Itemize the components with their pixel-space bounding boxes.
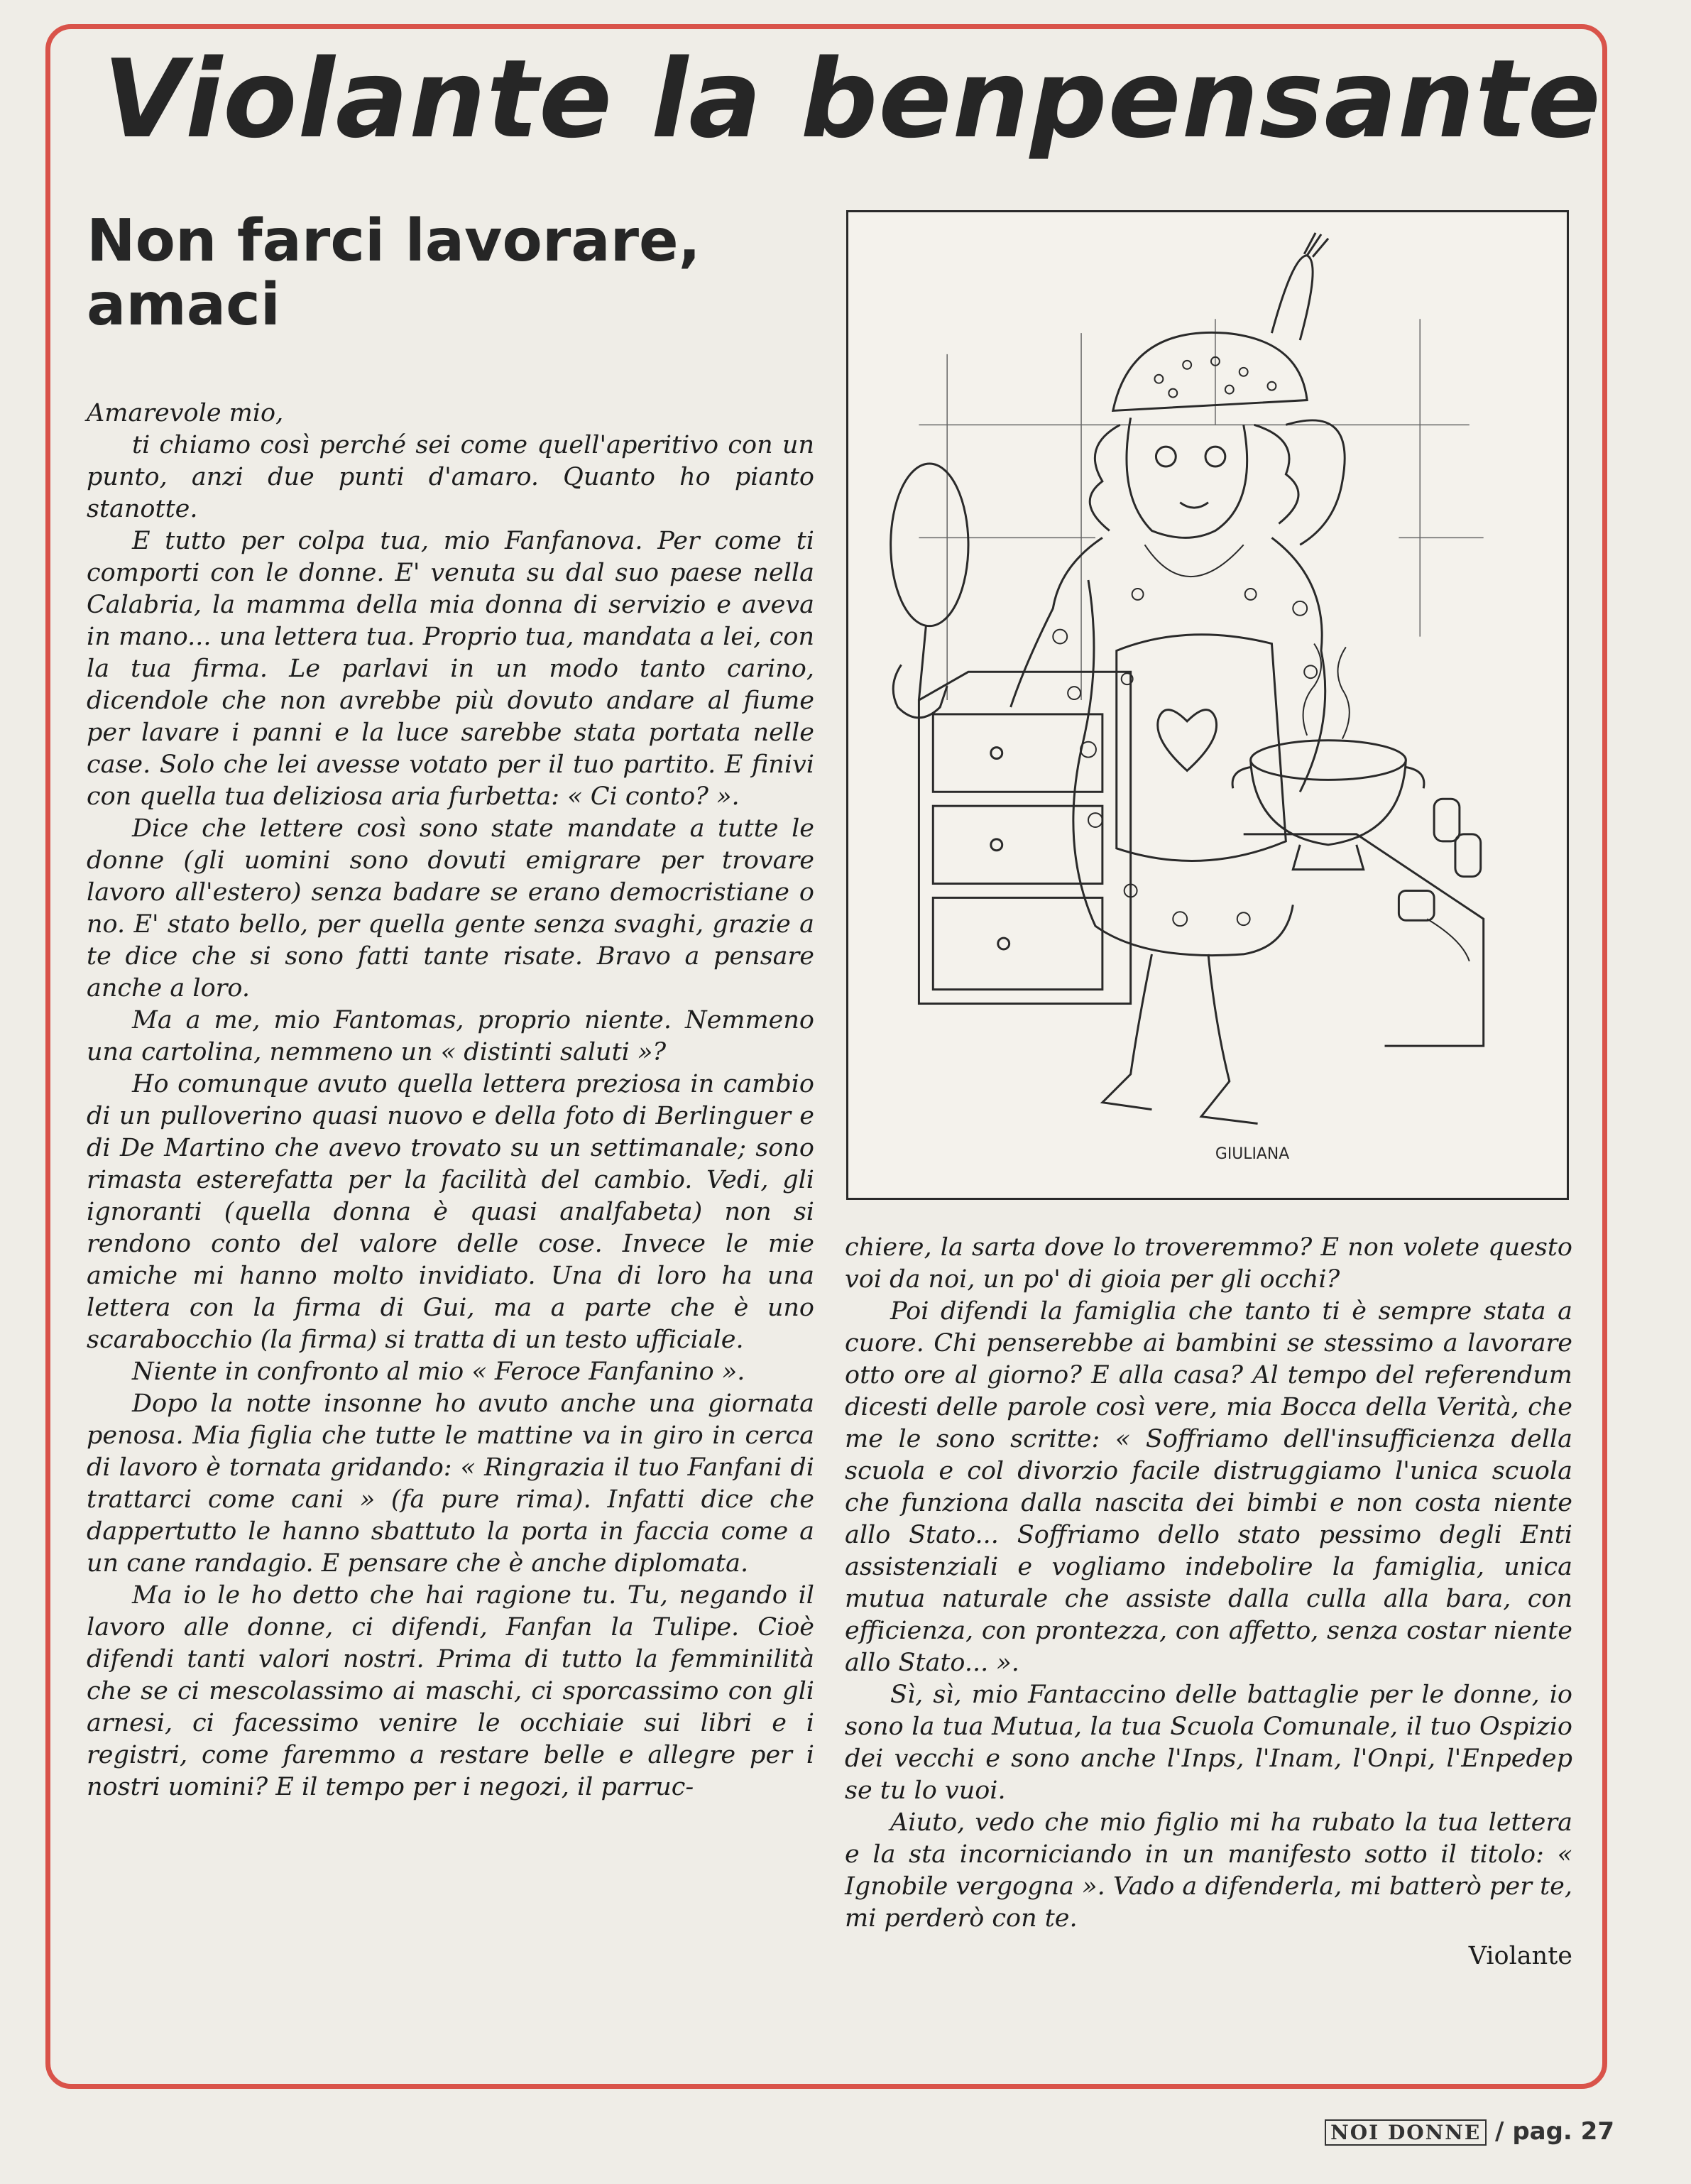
paragraph: Dice che lettere così sono state mandate a tutte le donne (gli uomini sono dovuti emigrare per trovare lavoro all'estero) senza badare se erano democristiane o no. E' stato bello, per quella gente senza svaghi, grazie a te dice che si sono fatti tante risate. Bravo a pensare anche a loro. xyxy=(87,814,814,1003)
paragraph: chiere, la sarta dove lo troveremmo? E non volete questo voi da noi, un po' di gioia per gli occhi? xyxy=(845,1233,1572,1294)
right-column xyxy=(845,1232,1572,1972)
paragraph: Dopo la notte insonne ho avuto anche una giornata penosa. Mia figlia che tutte le mattine va in giro in cerca di lavoro è tornata gridando: « Ringrazia il tuo Fanfani di trattarci come cani » (fa pure rima). Infatti dice che dappertutto le hanno sbattuto la porta in faccia come a un cane randagio. E pensare che è anche diplomata. xyxy=(87,1389,814,1578)
article-subtitle: Non farci lavorare, amaci xyxy=(87,207,701,339)
soup-tureen xyxy=(1232,644,1424,870)
salutation: Amarevole mio, xyxy=(87,399,284,427)
paragraph: Niente in confronto al mio « Feroce Fanfanino ». xyxy=(132,1358,745,1386)
paragraph: Sì, sì, mio Fantaccino delle battaglie per le donne, io sono la tua Mutua, la tua Scuola Comunale, il tuo Ospizio dei vecchi e sono anche l'Inps, l'Inam, l'Onpi, l'Enpedep se tu lo vuoi. xyxy=(845,1681,1572,1805)
wall-tiles xyxy=(919,319,1483,700)
cartoon-illustration xyxy=(846,210,1569,1200)
author-signature: Violante xyxy=(1468,1942,1572,1970)
paragraph: ti chiamo così perché sei come quell'aperitivo con un punto, anzi due punti d'amaro. Quanto ho pianto stanotte. xyxy=(87,431,814,523)
paragraph: Ma io le ho detto che hai ragione tu. Tu, negando il lavoro alle donne, ci difendi, Fanfan la Tulipe. Cioè difendi tanti valori nostri. Prima di tutto la femminilità che se ci mescolassimo ai maschi, ci sporcassimo con gli arnesi, ci facessimo venire le occhiaie sui libri e i registri, come faremmo a restare belle e allegre per i nostri uomini? E il tempo per i negozi, il parruc- xyxy=(87,1581,814,1801)
magazine-logo: NOI DONNE xyxy=(1325,2119,1487,2146)
paragraph: Aiuto, vedo che mio figlio mi ha rubato la tua lettera e la sta incorniciando in un manifesto sotto il titolo: « Ignobile vergogna ». Vado a difenderla, mi batterò per te, mi perderò con te. xyxy=(845,1808,1572,1933)
spice-jars xyxy=(1399,799,1480,961)
page-number: pag. 27 xyxy=(1512,2117,1614,2146)
left-column xyxy=(87,398,814,1803)
paragraph: Ho comunque avuto quella lettera preziosa in cambio di un pulloverino quasi nuovo e della foto di Berlinguer e di De Martino che avevo trovato su un settimanale; sono rimasta esterefatta per la facilità del cambio. Vedi, gli ignoranti (quella donna è quasi analfabeta) non si rendono conto del valore delle cose. Invece le mie amiche mi hanno molto invidiato. Una di loro ha una lettera con la firma di Gui, ma a parte che è uno scarabocchio (la firma) si tratta di un testo ufficiale. xyxy=(87,1070,814,1354)
artist-signature: GIULIANA xyxy=(1215,1145,1290,1164)
paragraph: Ma a me, mio Fantomas, proprio niente. Nemmeno una cartolina, nemmeno un « distinti saluti »? xyxy=(87,1006,814,1066)
footer-separator: / xyxy=(1495,2117,1504,2146)
page-title: Violante la benpensante xyxy=(103,36,1602,162)
paragraph: Poi difendi la famiglia che tanto ti è sempre stata a cuore. Chi penserebbe ai bambini se stessimo a lavorare otto ore al giorno? E alla casa? Al tempo del referendum dicesti delle parole così vere, mia Bocca della Verità, che me le sono scritte: « Soffriamo dell'insufficienza della scuola e col divorzio facile distruggiamo l'unica scuola che funziona dalla nascita dei bimbi e non costa niente allo Stato... Soffriamo dello stato pessimo degli Enti assistenziali e vogliamo indebolire la famiglia, unica mutua naturale che assiste dalla culla alla bara, con efficienza, con prontezza, con affetto, senza costar niente allo Stato... ». xyxy=(845,1297,1572,1677)
drawer-cabinet xyxy=(919,672,1130,1003)
paragraph: E tutto per colpa tua, mio Fanfanova. Per come ti comporti con le donne. E' venuta su dal suo paese nella Calabria, la mamma della mia donna di servizio e aveva in mano... una lettera tua. Proprio tua, mandata a lei, con la tua firma. Le parlavi in un modo tanto carino, dicendole che non avrebbe più dovuto andare al fiume per lavare i panni e la luce sarebbe stata portata nelle case. Solo che lei avesse votato per il tuo partito. E finivi con quella tua deliziosa aria furbetta: « Ci conto? ». xyxy=(87,527,814,811)
page-footer xyxy=(1325,2117,1614,2146)
